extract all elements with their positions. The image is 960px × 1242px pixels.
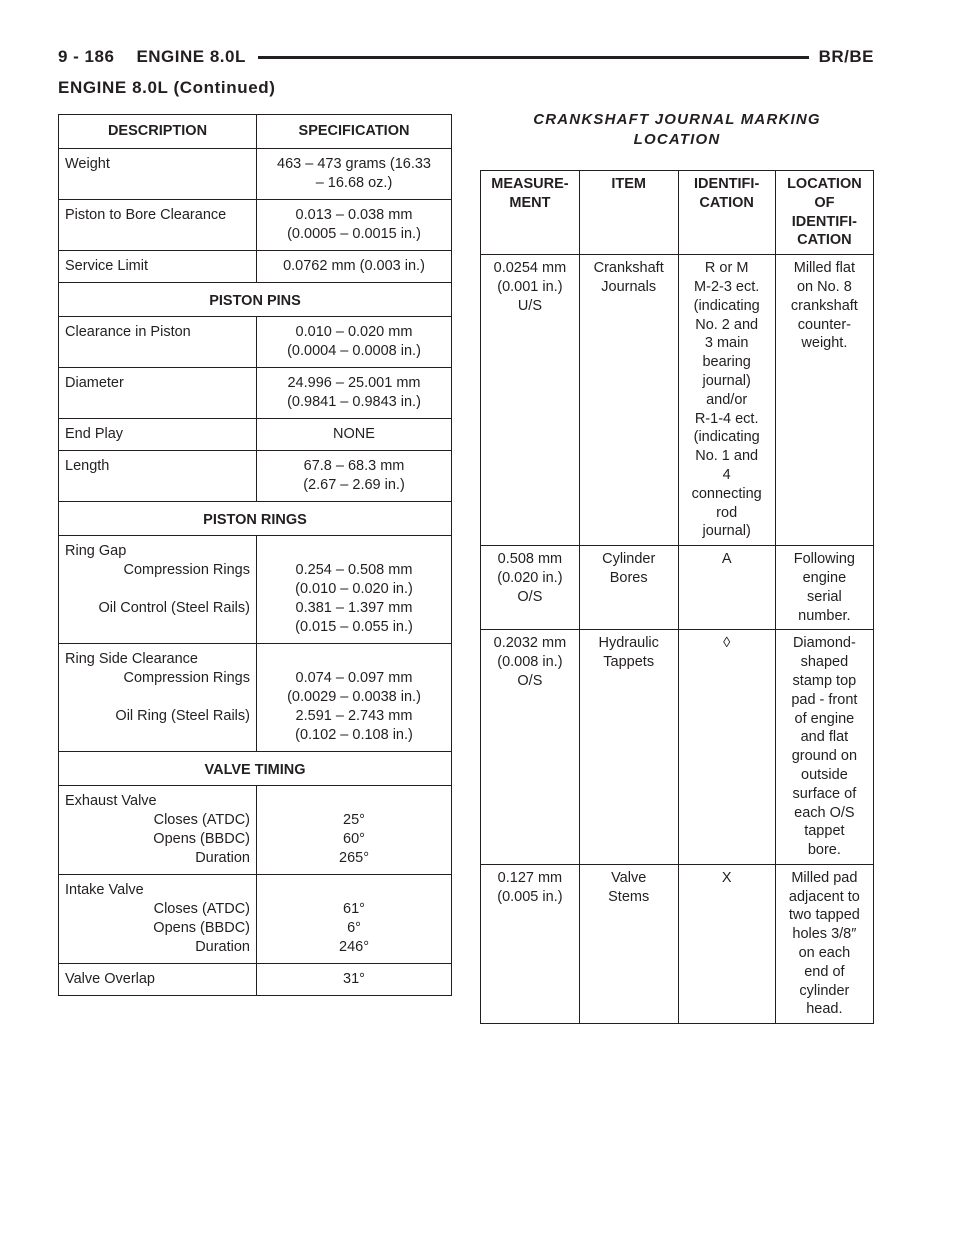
cell-line: Tappets [603,654,655,671]
column-header [481,171,580,255]
row-label: Diameter [59,368,257,419]
value-line: – 16.68 oz.) [315,175,393,191]
cell-line: Milled flat [793,260,855,277]
cell-line: tappet [804,823,845,840]
cell-line: Journals [601,278,657,295]
value-line: (0.102 – 0.108 in.) [295,727,413,743]
row-label: End Play [59,419,257,451]
cell-line: U/S [517,297,542,314]
table-row [481,864,874,1023]
cell-line: counter- [797,316,851,333]
cell-line: holes 3/8″ [792,926,857,943]
value-line: 0.381 – 1.397 mm [295,600,413,616]
cell-line: bore. [807,842,841,859]
label-line: Duration [195,850,250,866]
value-spacer [263,650,445,669]
row-value [257,786,452,875]
cell-line: (indicating [693,297,760,314]
cell-line: M-2-3 ect. [694,278,760,295]
cell-line: Diamond- [792,635,856,652]
value-line: 6° [347,920,361,936]
value-line: 60° [343,831,365,847]
value-line: 0.074 – 0.097 mm [295,670,413,686]
cell-line: bearing [702,354,751,371]
cell-line: adjacent to [788,888,860,905]
table-header-row [59,115,452,149]
table-cell [579,630,678,865]
section-title-piston-rings: PISTON RINGS [203,512,307,528]
label-line: Duration [195,939,250,955]
cell-line: each O/S [794,804,855,821]
row-value [257,368,452,419]
label-line: Exhaust Valve [65,793,157,809]
column-header [579,171,678,255]
cell-line: 3 main [704,335,749,352]
header-rule [258,56,809,59]
value-line: 2.591 – 2.743 mm [295,708,413,724]
cell-line: end of [804,963,845,980]
cell-line: 0.508 mm [497,551,563,568]
cell-line: pad - front [791,691,858,708]
label-line: Oil Ring (Steel Rails) [115,708,250,724]
specification-table [58,114,452,996]
table-cell [775,864,873,1023]
table-cell [678,546,775,630]
cell-line: R-1-4 ect. [694,410,759,427]
table-cell [579,546,678,630]
value-spacer [263,792,445,811]
cell-line: 4 [722,466,731,483]
section-title: ENGINE 8.0L [136,47,246,66]
table-cell [678,255,775,546]
value-line: (0.0005 – 0.0015 in.) [287,226,421,242]
header-line: CATION [797,232,852,249]
cell-line: Milled pad [791,869,858,886]
cell-line: No. 2 and [695,316,759,333]
cell-line: on each [798,945,851,962]
row-label: Weight [59,149,257,200]
model-code: BR/BE [818,47,874,66]
cell-line: 0.127 mm [497,869,563,886]
table-header-row [481,171,874,255]
section-row [59,502,452,536]
cell-line: journal) [702,372,751,389]
table-row [59,964,452,996]
row-value [257,317,452,368]
cell-line: surface of [792,785,857,802]
value-line: 0.254 – 0.508 mm [295,562,413,578]
table-row [481,546,874,630]
value-line: 246° [339,939,369,955]
label-line: Oil Control (Steel Rails) [98,600,250,616]
table-cell [579,255,678,546]
row-label [59,644,257,752]
label-spacer [65,688,250,707]
column-header [678,171,775,255]
cell-line: number. [798,607,851,624]
row-label: Service Limit [59,251,257,283]
value-line: 61° [343,901,365,917]
table-row [59,786,452,875]
table-row [59,200,452,251]
cell-line: stamp top [792,672,857,689]
cell-line: Cylinder [602,551,656,568]
cell-line: shaped [800,654,849,671]
header-line: CATION [699,194,754,211]
value-line: (2.67 – 2.69 in.) [303,477,405,493]
cell-line: on No. 8 [796,278,852,295]
value-line: 0.010 – 0.020 mm [295,324,413,340]
page-number: 9 - 186 [58,47,115,66]
row-value [257,200,452,251]
cell-line: 0.0254 mm [493,260,567,277]
row-label: Piston to Bore Clearance [59,200,257,251]
row-value: 31° [343,971,365,987]
cell-line: crankshaft [790,297,858,314]
row-label [59,536,257,644]
row-value: NONE [333,426,375,442]
column-header [775,171,873,255]
value-line: (0.0029 – 0.0038 in.) [287,689,421,705]
cell-line: serial [807,588,842,605]
row-value [257,149,452,200]
header-line: OF [814,194,835,211]
table-row [481,255,874,546]
header-line: MEASURE- [491,176,569,192]
cell-line: ◊ [723,635,731,652]
label-line: Opens (BBDC) [153,920,250,936]
header-line: LOCATION [787,176,862,192]
cell-line: O/S [517,672,543,689]
table-cell [481,630,580,865]
row-value [257,875,452,964]
value-line: 24.996 – 25.001 mm [287,375,421,391]
column-header-description: DESCRIPTION [59,115,257,149]
value-line: (0.9841 – 0.9843 in.) [287,394,421,410]
cell-line: of engine [794,710,855,727]
cell-line: X [721,869,732,886]
value-line: 265° [339,850,369,866]
cell-line: journal) [702,523,751,540]
cell-line: outside [801,766,848,783]
label-line: Intake Valve [65,882,144,898]
value-spacer [263,542,445,561]
header-line: IDENTIFI- [791,213,857,230]
value-line: 67.8 – 68.3 mm [303,458,405,474]
cell-line: Valve [611,869,647,886]
cell-line: R or M [704,260,749,277]
cell-line: cylinder [799,982,850,999]
table-cell [579,864,678,1023]
table-row [59,251,452,283]
cell-line: O/S [517,588,543,605]
cell-line: (0.020 in.) [497,569,563,586]
marking-table-caption [480,110,874,150]
table-row [59,419,452,451]
cell-line: (0.001 in.) [497,278,563,295]
section-row [59,283,452,317]
cell-line: weight. [801,335,848,352]
cell-line: No. 1 and [695,448,759,465]
row-label [59,875,257,964]
header-line: IDENTIFI- [694,176,760,192]
header-line: ITEM [611,176,646,192]
cell-line: two tapped [788,907,860,924]
label-spacer [65,580,250,599]
cell-line: (0.005 in.) [497,888,563,905]
table-row [59,644,452,752]
table-row [59,368,452,419]
row-label: Valve Overlap [59,964,257,996]
value-line: (0.015 – 0.055 in.) [295,619,413,635]
page-subtitle: ENGINE 8.0L (Continued) [58,78,276,97]
cell-line: Hydraulic [598,635,659,652]
cell-line: (0.008 in.) [497,654,563,671]
row-label: Length [59,451,257,502]
cell-line: and/or [706,391,748,408]
cell-line: Bores [609,569,648,586]
value-line: (0.010 – 0.020 in.) [295,581,413,597]
table-cell [775,255,873,546]
row-label: Clearance in Piston [59,317,257,368]
cell-line: connecting [691,485,762,502]
cell-line: and flat [800,729,849,746]
page-header [58,46,874,68]
table-cell [481,255,580,546]
column-header-specification: SPECIFICATION [298,123,410,139]
cell-line: ground on [791,748,858,765]
row-value [257,536,452,644]
cell-line: Following [793,551,855,568]
section-row [59,752,452,786]
caption-line: LOCATION [633,131,721,148]
cell-line: head. [806,1001,843,1018]
table-cell [775,630,873,865]
section-title-valve-timing: VALVE TIMING [204,762,306,778]
table-cell [678,864,775,1023]
label-line: Opens (BBDC) [153,831,250,847]
value-line: 0.013 – 0.038 mm [295,207,413,223]
table-row [59,317,452,368]
section-title-piston-pins: PISTON PINS [209,293,301,309]
label-line: Compression Rings [123,670,250,686]
table-row [59,875,452,964]
table-row [59,149,452,200]
header-line: MENT [509,194,551,211]
label-line: Ring Gap [65,543,127,559]
cell-line: rod [716,504,738,521]
cell-line: Crankshaft [593,260,664,277]
table-row [59,451,452,502]
value-line: (0.0004 – 0.0008 in.) [287,343,421,359]
cell-line: 0.2032 mm [493,635,567,652]
label-line: Compression Rings [123,562,250,578]
value-line: 463 – 473 grams (16.33 [277,156,431,172]
table-cell [775,546,873,630]
journal-marking-table [480,170,874,1024]
label-line: Closes (ATDC) [153,901,250,917]
table-row [481,630,874,865]
cell-line: A [721,551,732,568]
row-value [257,644,452,752]
table-cell [678,630,775,865]
table-cell [481,864,580,1023]
table-cell [481,546,580,630]
table-row [59,536,452,644]
cell-line: engine [802,569,847,586]
cell-line: (indicating [693,429,760,446]
row-label [59,786,257,875]
value-spacer [263,881,445,900]
cell-line: Stems [608,888,650,905]
caption-line: CRANKSHAFT JOURNAL MARKING [533,111,821,128]
label-line: Ring Side Clearance [65,651,198,667]
row-value: 0.0762 mm (0.003 in.) [283,258,425,274]
row-value [257,451,452,502]
value-line: 25° [343,812,365,828]
label-line: Closes (ATDC) [153,812,250,828]
